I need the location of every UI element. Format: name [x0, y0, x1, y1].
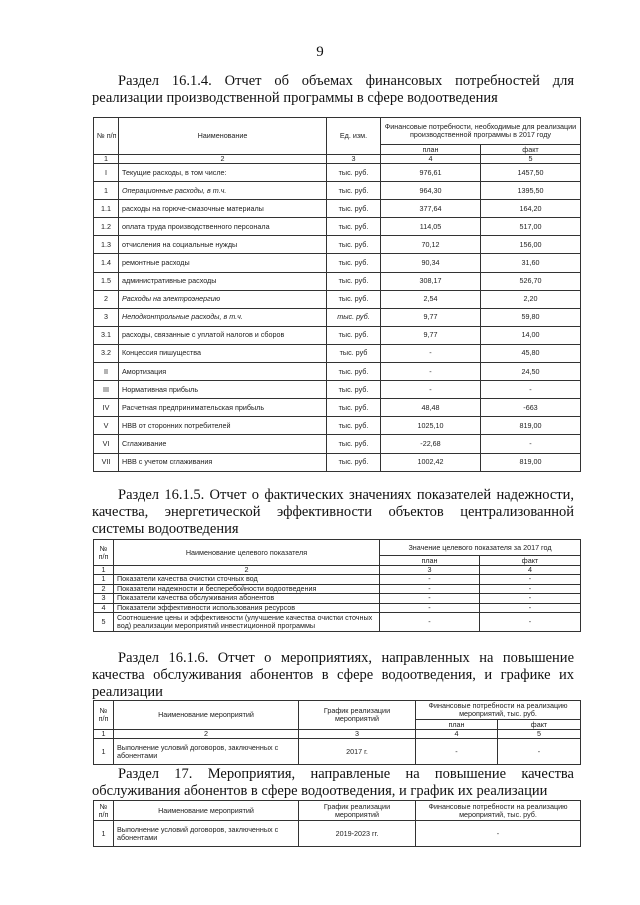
header-plan: план: [381, 145, 481, 155]
index-cell: 2: [119, 155, 327, 164]
index-cell: 2: [114, 730, 299, 739]
row-name: расходы на горюче-смазочные материалы: [119, 200, 327, 218]
table-row: [94, 254, 581, 272]
row-unit: тыс. руб.: [327, 200, 381, 218]
row-unit: тыс. руб.: [327, 236, 381, 254]
index-cell: 5: [481, 155, 581, 164]
row-unit: тыс. руб.: [327, 417, 381, 435]
table-row: [94, 453, 581, 471]
table-header-row: [94, 540, 581, 556]
row-plan: 1002,42: [381, 453, 481, 471]
row-fact: 517,00: [481, 218, 581, 236]
table-row: [94, 290, 581, 308]
row-unit: тыс. руб.: [327, 164, 381, 182]
row-num: 4: [94, 603, 114, 613]
table-index-row: [94, 566, 581, 575]
header-num: № п/п: [94, 701, 114, 730]
table-row: [94, 200, 581, 218]
row-name: Выполнение условий договоров, заключенных с абонентами: [114, 739, 299, 765]
row-plan: -22,68: [381, 435, 481, 453]
table-header-row: [94, 801, 581, 821]
row-unit: тыс. руб.: [327, 272, 381, 290]
row-unit: тыс. руб.: [327, 363, 381, 381]
row-unit: тыс. руб.: [327, 308, 381, 326]
table-row: [94, 218, 581, 236]
row-schedule: 2019-2023 гг.: [299, 821, 416, 847]
row-unit: тыс. руб.: [327, 399, 381, 417]
row-fact: -: [498, 739, 581, 765]
row-name: ремонтные расходы: [119, 254, 327, 272]
header-fact: факт: [498, 720, 581, 730]
row-name: НВВ с учетом сглаживания: [119, 453, 327, 471]
row-num: 1: [94, 575, 114, 585]
row-unit: тыс. руб.: [327, 453, 381, 471]
table-row: [94, 182, 581, 200]
row-fact: 31,60: [481, 254, 581, 272]
row-unit: тыс. руб: [327, 344, 381, 362]
section-16-1-6-title: Раздел 16.1.6. Отчет о мероприятиях, направленных на повышение качества обслуживания абонентов в сфере водоотведения, и графике их реализации: [92, 650, 574, 700]
header-value: Значение целевого показателя за 2017 год: [380, 540, 581, 556]
row-num: I: [94, 164, 119, 182]
table-index-row: [94, 730, 581, 739]
row-plan: 9,77: [381, 308, 481, 326]
row-name: Расчетная предпринимательская прибыль: [119, 399, 327, 417]
index-cell: 1: [94, 730, 114, 739]
table-row: [94, 603, 581, 613]
row-num: 1.5: [94, 272, 119, 290]
table-row: [94, 381, 581, 399]
header-name: Наименование мероприятий: [114, 701, 299, 730]
row-fact: -: [480, 613, 581, 632]
row-name: Показатели эффективности использования ресурсов: [114, 603, 380, 613]
row-schedule: 2017 г.: [299, 739, 416, 765]
page-number: 9: [316, 44, 324, 60]
row-unit: тыс. руб.: [327, 254, 381, 272]
row-plan: -: [381, 344, 481, 362]
row-name: отчисления на социальные нужды: [119, 236, 327, 254]
table-row: [94, 594, 581, 604]
row-num: V: [94, 417, 119, 435]
row-name: Расходы на электроэнергию: [119, 290, 327, 308]
index-cell: 1: [94, 155, 119, 164]
row-fact: 45,80: [481, 344, 581, 362]
row-name: расходы, связанные с уплатой налогов и сборов: [119, 326, 327, 344]
table-row: [94, 308, 581, 326]
service-measures-table: [93, 700, 581, 765]
row-num: II: [94, 363, 119, 381]
row-num: 3: [94, 594, 114, 604]
table-row: [94, 613, 581, 632]
row-unit: тыс. руб.: [327, 435, 381, 453]
row-plan: 308,17: [381, 272, 481, 290]
row-fact: -: [481, 381, 581, 399]
index-cell: 3: [327, 155, 381, 164]
row-unit: тыс. руб.: [327, 182, 381, 200]
header-financial-needs: Финансовые потребности на реализацию мероприятий, тыс. руб.: [416, 801, 581, 821]
table-row: [94, 739, 581, 765]
row-name: Операционные расходы, в т.ч.: [119, 182, 327, 200]
row-num: 3.2: [94, 344, 119, 362]
table-row: [94, 584, 581, 594]
header-financial-needs: Финансовые потребности, необходимые для реализации производственной программы в 2017 году: [381, 118, 581, 145]
row-plan: 70,12: [381, 236, 481, 254]
row-name: административные расходы: [119, 272, 327, 290]
table-row: [94, 326, 581, 344]
table-row: [94, 164, 581, 182]
table-row: [94, 821, 581, 847]
row-num: VI: [94, 435, 119, 453]
row-fact: 1457,50: [481, 164, 581, 182]
header-plan: план: [380, 556, 480, 566]
row-name: НВВ от сторонних потребителей: [119, 417, 327, 435]
row-plan: 2,54: [381, 290, 481, 308]
row-num: 1.3: [94, 236, 119, 254]
row-plan: -: [381, 381, 481, 399]
header-financial-needs: Финансовые потребности на реализацию мероприятий, тыс. руб.: [416, 701, 581, 720]
row-plan: 377,64: [381, 200, 481, 218]
index-cell: 3: [299, 730, 416, 739]
row-unit: тыс. руб.: [327, 381, 381, 399]
row-unit: тыс. руб.: [327, 290, 381, 308]
header-plan: план: [416, 720, 498, 730]
row-plan: 9,77: [381, 326, 481, 344]
table-row: [94, 417, 581, 435]
row-num: 1.4: [94, 254, 119, 272]
header-fact: факт: [481, 145, 581, 155]
row-num: 1: [94, 182, 119, 200]
row-name: Сглаживание: [119, 435, 327, 453]
row-name: Показатели надежности и бесперебойности водоотведения: [114, 584, 380, 594]
index-cell: 5: [498, 730, 581, 739]
row-plan: -: [380, 613, 480, 632]
table-header-row: [94, 118, 581, 145]
header-schedule: График реализации мероприятий: [299, 701, 416, 730]
row-plan: 90,34: [381, 254, 481, 272]
row-fact: -: [480, 594, 581, 604]
table-row: [94, 575, 581, 585]
planned-measures-table: [93, 800, 581, 847]
row-plan: -: [380, 575, 480, 585]
row-fact: -: [480, 575, 581, 585]
section-16-1-4-title: Раздел 16.1.4. Отчет об объемах финансовых потребностей для реализации производственной программы в сфере водоотведения: [92, 73, 574, 106]
index-cell: 1: [94, 566, 114, 575]
row-plan: 964,30: [381, 182, 481, 200]
row-num: III: [94, 381, 119, 399]
row-fact: 24,50: [481, 363, 581, 381]
row-name: Показатели качества обслуживания абонентов: [114, 594, 380, 604]
header-num: № п/п: [94, 540, 114, 566]
row-fact: -: [481, 435, 581, 453]
row-fact: 2,20: [481, 290, 581, 308]
row-plan: -: [380, 584, 480, 594]
row-name: Соотношение цены и эффективности (улучшение качества очистки сточных вод) реализации мероприятий инвестиционной программы: [114, 613, 380, 632]
row-num: 2: [94, 290, 119, 308]
table-row: [94, 435, 581, 453]
row-unit: тыс. руб.: [327, 218, 381, 236]
indicators-table: [93, 539, 581, 632]
row-fact: -663: [481, 399, 581, 417]
row-num: 3: [94, 308, 119, 326]
table-row: [94, 272, 581, 290]
header-num: № п/п: [94, 118, 119, 155]
table-row: [94, 399, 581, 417]
table-header-row: [94, 701, 581, 720]
financial-needs-table: [93, 117, 581, 472]
row-name: Концессия пишущества: [119, 344, 327, 362]
row-plan: -: [381, 363, 481, 381]
row-fact: 1395,50: [481, 182, 581, 200]
row-fact: 164,20: [481, 200, 581, 218]
header-name: Наименование целевого показателя: [114, 540, 380, 566]
header-num: № п/п: [94, 801, 114, 821]
row-financial-needs: -: [416, 821, 581, 847]
row-name: Амортизация: [119, 363, 327, 381]
header-schedule: График реализации мероприятий: [299, 801, 416, 821]
index-cell: 4: [480, 566, 581, 575]
row-fact: 156,00: [481, 236, 581, 254]
row-plan: 48,48: [381, 399, 481, 417]
row-plan: -: [380, 603, 480, 613]
row-num: 1.1: [94, 200, 119, 218]
row-name: Нормативная прибыль: [119, 381, 327, 399]
table-row: [94, 363, 581, 381]
row-name: Текущие расходы, в том числе:: [119, 164, 327, 182]
index-cell: 4: [381, 155, 481, 164]
table-row: [94, 344, 581, 362]
header-name: Наименование: [119, 118, 327, 155]
row-num: 2: [94, 584, 114, 594]
header-unit: Ед. изм.: [327, 118, 381, 155]
row-plan: 114,05: [381, 218, 481, 236]
index-cell: 4: [416, 730, 498, 739]
row-fact: -: [480, 584, 581, 594]
row-num: 1: [94, 821, 114, 847]
section-17-title: Раздел 17. Мероприятия, направленые на повышение качества обслуживания абонентов в сфере водоотведения, и график их реализации: [92, 766, 574, 799]
index-cell: 2: [114, 566, 380, 575]
row-fact: 819,00: [481, 453, 581, 471]
row-name: Выполнение условий договоров, заключенных с абонентами: [114, 821, 299, 847]
row-name: оплата труда производственного персонала: [119, 218, 327, 236]
header-name: Наименование мероприятий: [114, 801, 299, 821]
row-plan: 1025,10: [381, 417, 481, 435]
row-fact: 819,00: [481, 417, 581, 435]
row-name: Показатели качества очистки сточных вод: [114, 575, 380, 585]
index-cell: 3: [380, 566, 480, 575]
row-num: 3.1: [94, 326, 119, 344]
row-num: IV: [94, 399, 119, 417]
row-fact: 14,00: [481, 326, 581, 344]
row-fact: 59,80: [481, 308, 581, 326]
row-num: VII: [94, 453, 119, 471]
row-fact: 526,70: [481, 272, 581, 290]
row-plan: -: [380, 594, 480, 604]
table-index-row: [94, 155, 581, 164]
row-plan: -: [416, 739, 498, 765]
row-num: 1: [94, 739, 114, 765]
row-plan: 976,61: [381, 164, 481, 182]
section-16-1-5-title: Раздел 16.1.5. Отчет о фактических значениях показателей надежности, качества, энергетической эффективности объектов централизованной системы водоотведения: [92, 487, 574, 537]
row-num: 1.2: [94, 218, 119, 236]
row-name: Неподконтрольные расходы, в т.ч.: [119, 308, 327, 326]
table-row: [94, 236, 581, 254]
row-num: 5: [94, 613, 114, 632]
row-unit: тыс. руб.: [327, 326, 381, 344]
row-fact: -: [480, 603, 581, 613]
header-fact: факт: [480, 556, 581, 566]
